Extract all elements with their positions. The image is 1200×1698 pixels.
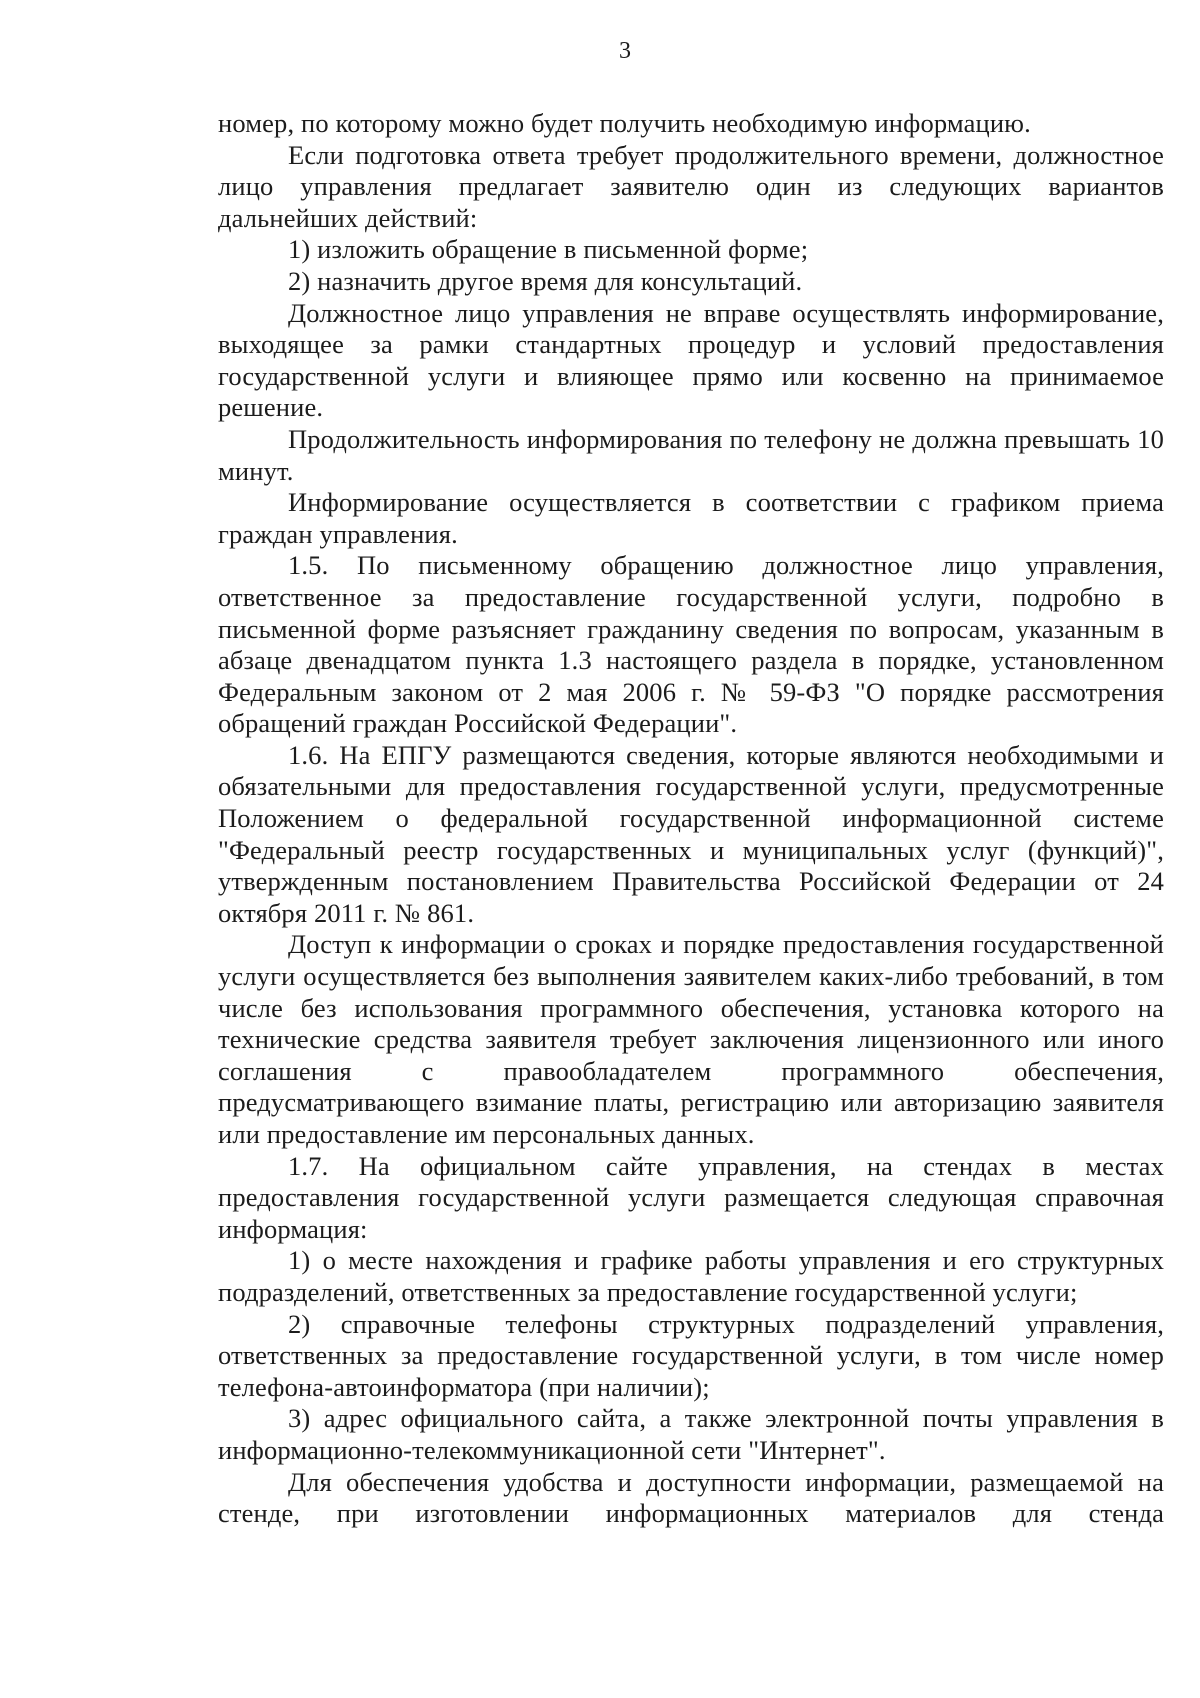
list-item: 3) адрес официального сайта, а также электронной почты управления в информационно-телекоммуникационной сети "Интернет". (218, 1403, 1164, 1465)
paragraph: Для обеспечения удобства и доступности информации, размещаемой на стенде, при изготовлении информационных материалов для стенда (218, 1466, 1164, 1529)
section-1-6-paragraph: 1.6. На ЕПГУ размещаются сведения, которые являются необходимыми и обязательными для предоставления государственной услуги, предусмотренные Положением о федеральной государственной информационной системе "Федеральный реестр государственных и муниципальных услуг (функций)", утвержденным постановлением Правительства Российской Федерации от 24 октября 2011 г. № 861. (218, 739, 1164, 928)
section-1-7-paragraph: 1.7. На официальном сайте управления, на стендах в местах предоставления государственной услуги размещается следующая справочная информация: (218, 1150, 1164, 1244)
list-item: 2) справочные телефоны структурных подразделений управления, ответственных за предоставление государственной услуги, в том числе номер телефона-автоинформатора (при наличии); (218, 1308, 1164, 1402)
section-1-5-paragraph: 1.5. По письменному обращению должностное лицо управления, ответственное за предоставление государственной услуги, подробно в письменной форме разъясняет гражданину сведения по вопросам, указанным в абзаце двенадцатом пункта 1.3 настоящего раздела в порядке, установленном Федеральным законом от 2 мая 2006 г. № 59-ФЗ "О порядке рассмотрения обращений граждан Российской Федерации". (218, 550, 1164, 739)
paragraph: Доступ к информации о сроках и порядке предоставления государственной услуги осуществляется без выполнения заявителем каких-либо требований, в том числе без использования программного обеспечения, установка которого на технические средства заявителя требует заключения лицензионного или иного соглашения с правообладателем программного обеспечения, предусматривающего взимание платы, регистрацию или авторизацию заявителя или предоставление им персональных данных. (218, 929, 1164, 1149)
paragraph: Информирование осуществляется в соответствии с графиком приема граждан управления. (218, 487, 1164, 549)
page-number: 3 (619, 38, 631, 64)
list-item: 1) о месте нахождения и графике работы управления и его структурных подразделений, ответственных за предоставление государственной услуги; (218, 1245, 1164, 1307)
document-body (218, 108, 1164, 1530)
paragraph: номер, по которому можно будет получить необходимую информацию. (218, 108, 1031, 138)
paragraph: Должностное лицо управления не вправе осуществлять информирование, выходящее за рамки стандартных процедур и условий предоставления государственной услуги и влияющее прямо или косвенно на принимаемое решение. (218, 297, 1164, 423)
list-item: 2) назначить другое время для консультаций. (288, 265, 803, 296)
paragraph: Продолжительность информирования по телефону не должна превышать 10 минут. (218, 423, 1164, 486)
paragraph: Если подготовка ответа требует продолжительного времени, должностное лицо управления предлагает заявителю один из следующих вариантов дальнейших действий: (218, 139, 1164, 233)
list-item: 1) изложить обращение в письменной форме; (288, 234, 809, 265)
